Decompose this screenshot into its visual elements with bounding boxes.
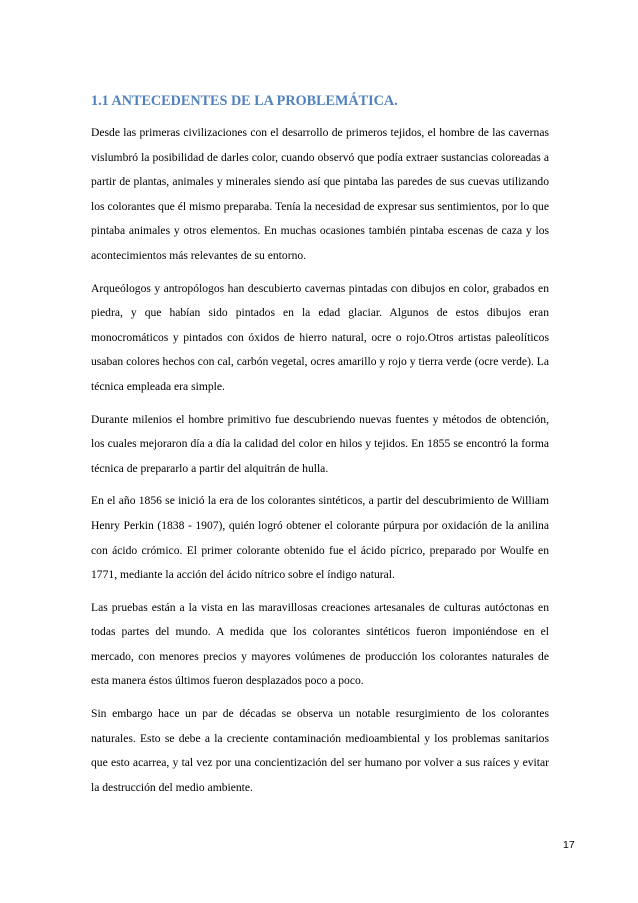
paragraph-1: Desde las primeras civilizaciones con el desarrollo de primeros tejidos, el hombre de las cavernas vislumbró la posibilidad de darles color, cuando observó que podía extraer sustancias coloreadas a partir de plantas, animales y minerales siendo así que pintaba las paredes de sus cuevas utilizando los colorantes que él mismo preparaba. Tenía la necesidad de expresar sus sentimientos, por lo que pintaba animales y otros elementos. En muchas ocasiones también pintaba escenas de caza y los acontecimientos más relevantes de su entorno. [91, 126, 549, 262]
paragraph-3: Durante milenios el hombre primitivo fue descubriendo nuevas fuentes y métodos de obtención, los cuales mejoraron día a día la calidad del color en hilos y tejidos. En 1855 se encontró la forma técnica de prepararlo a partir del alquitrán de hulla. [91, 412, 549, 475]
paragraph-5: Las pruebas están a la vista en las maravillosas creaciones artesanales de culturas autóctonas en todas partes del mundo. A medida que los colorantes sintéticos fueron imponiéndose en el mercado, con menores precios y mayores volúmenes de producción los colorantes naturales de esta manera éstos últimos fueron desplazados poco a poco. [91, 600, 549, 688]
paragraph-2: Arqueólogos y antropólogos han descubierto cavernas pintadas con dibujos en color, grabados en piedra, y que habían sido pintados en la edad glaciar. Algunos de estos dibujos eran monocromáticos y pintados con óxidos de hierro natural, ocre o rojo.Otros artistas paleolíticos usaban colores hechos con cal, carbón vegetal, ocres amarillo y rojo y tierra verde (ocre verde). La técnica empleada era simple. [91, 281, 549, 393]
page-number: 17 [563, 839, 575, 851]
paragraph-4: En el año 1856 se inició la era de los colorantes sintéticos, a partir del descubrimiento de William Henry Perkin (1838 - 1907), quién logró obtener el colorante púrpura por oxidación de la anilina con ácido crómico. El primer colorante obtenido fue el ácido pícrico, preparado por Woulfe en 1771, mediante la acción del ácido nítrico sobre el índigo natural. [91, 494, 549, 582]
section-heading: 1.1 ANTECEDENTES DE LA PROBLEMÁTICA. [91, 93, 398, 109]
paragraph-6: Sin embargo hace un par de décadas se observa un notable resurgimiento de los colorantes naturales. Esto se debe a la creciente contaminación medioambiental y los problemas sanitarios que esto acarrea, y tal vez por una concientización del ser humano por volver a sus raíces y evitar la destrucción del medio ambiente. [91, 707, 549, 794]
body-text [91, 121, 549, 808]
